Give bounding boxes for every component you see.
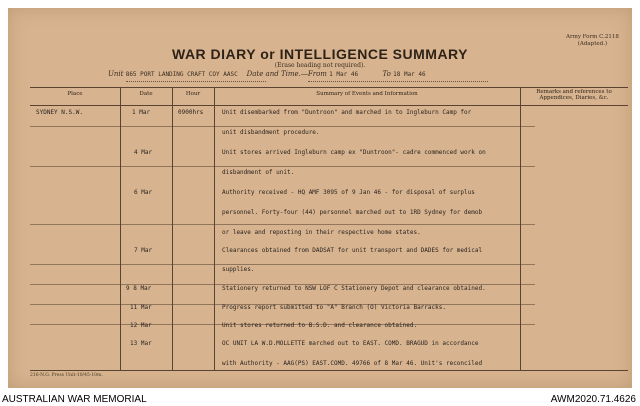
row-date: 12 Mar [130,322,152,329]
row-date: 13 Mar [130,340,152,347]
date-time-label: Date and Time.—From [246,70,327,78]
row-summary: personnel. Forty-four (44) personnel marched out to 1RD Sydney for demob [222,209,483,216]
row-date: 7 Mar [134,247,153,254]
row-summary: unit disbandment procedure. [222,129,320,136]
row-summary: or leave and reposting in their respective home states. [222,229,421,236]
column-divider [214,88,215,370]
row-summary: Unit disembarked from "Duntroon" and marched in to Ingleburn Camp for [222,109,472,116]
column-header-summary: Summary of Events and Information [316,91,418,97]
row-rule [30,166,535,167]
page-title: WAR DIARY or INTELLIGENCE SUMMARY [172,46,468,62]
unit-value: 865 PORT LANDING CRAFT COY AASC [125,71,238,78]
row-summary: OC UNIT LA W.D.MOLLETTE marched out to EAST. COMD. BRAGUD in accordance [222,340,479,347]
row-date: 11 Mar [130,304,152,311]
row-summary: with Authority - AAG(PS) EAST.COMD. 49766 of 8 Mar 46. Unit's reconciled [222,360,483,367]
page-subtitle: (Erase heading not required). [274,62,366,69]
row-rule [30,264,535,265]
column-divider [520,88,521,370]
row-rule [30,126,535,127]
row-summary: Stationery returned to NSW LOF C Stationery Depot and clearance obtained. [222,285,486,292]
date-from: 1 Mar 46 [329,71,359,78]
column-divider [172,88,173,370]
row-summary: Unit stores returned to B.S.D. and clearance obtained. [222,322,418,329]
column-header-remarks: Remarks and references to Appendices, Diaries, &c. [536,89,612,101]
date-underline [308,81,488,82]
unit-underline [126,81,266,82]
row-summary: Progress report submitted to "A" Branch (O) Victoria Barracks. [222,304,446,311]
date-to: 18 Mar 46 [393,71,426,78]
row-summary: Authority received - HQ AMF 3095 of 9 Jan 46 - for disposal of surplus [222,189,475,196]
diary-page [8,8,632,388]
row-date: 9 8 Mar [126,285,152,292]
credit-accession-number: AWM2020.71.4626 [550,394,636,405]
unit-label: Unit [108,70,124,78]
diary-table [30,87,628,371]
row-rule [30,224,535,225]
row-hour: 0900hrs [178,109,204,116]
row-summary: Clearances obtained from DADSAT for unit transport and DADES for medical [222,247,483,254]
row-summary: supplies. [222,266,255,273]
army-form-number: Army Form C.2118 [566,34,619,40]
credit-institution: AUSTRALIAN WAR MEMORIAL [2,394,147,405]
row-summary: Unit stores arrived Ingleburn camp ex "Duntroon"- cadre commenced work on [222,149,486,156]
army-form-note: (Adapted.) [577,41,608,47]
to-label: To [382,70,391,78]
column-header-hour: Hour [185,91,201,97]
row-date: 4 Mar [134,149,153,156]
column-header-place: Place [67,91,83,97]
row-place: SYDNEY N.S.W. [36,109,83,116]
unit-date-line [108,70,508,78]
row-date: 6 Mar [134,189,153,196]
row-date: 1 Mar [132,109,151,116]
column-divider [120,88,121,370]
printer-imprint: 216-N.G. Press Unit-10/45-10m. [30,373,103,378]
column-header-date: Date [139,91,153,97]
row-summary: disbandment of unit. [222,169,295,176]
